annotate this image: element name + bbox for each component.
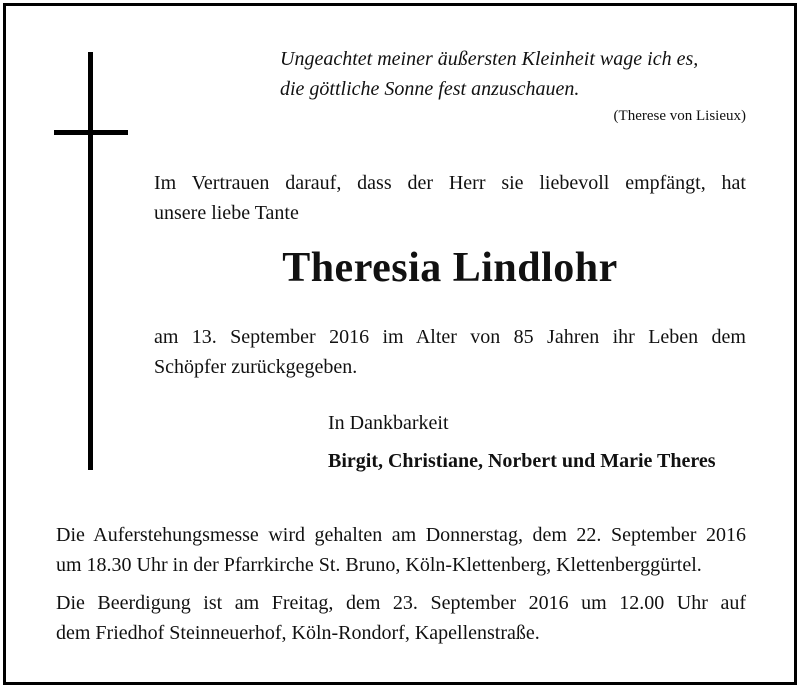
death-text-line: Schöpfer zurückgegeben.	[154, 356, 358, 378]
family-names: Birgit, Christiane, Norbert und Marie Theres	[328, 450, 716, 472]
deceased-name: Theresia Lindlohr	[282, 245, 618, 291]
cross-icon-vertical-bar	[88, 52, 93, 470]
service-info	[56, 520, 746, 580]
service-line: Die Auferstehungsmesse wird gehalten am Donnerstag, dem 22. September 2016	[56, 524, 746, 546]
quote-line: Ungeachtet meiner äußersten Kleinheit wage ich es,	[280, 48, 699, 70]
burial-line: dem Friedhof Steinneuerhof, Köln-Rondorf, Kapellenstraße.	[56, 622, 540, 644]
death-text	[154, 322, 746, 382]
intro-line: unsere liebe Tante	[154, 202, 299, 224]
quote	[280, 44, 744, 104]
intro-text	[154, 168, 746, 228]
intro-line: Im Vertrauen darauf, dass der Herr sie liebevoll empfängt, hat	[154, 172, 746, 194]
quote-source: (Therese von Lisieux)	[613, 108, 746, 124]
burial-line: Die Beerdigung ist am Freitag, dem 23. September 2016 um 12.00 Uhr auf	[56, 592, 746, 614]
quote-line: die göttliche Sonne fest anzuschauen.	[280, 78, 580, 100]
thanks-text: In Dankbarkeit	[328, 412, 449, 434]
death-text-line: am 13. September 2016 im Alter von 85 Jahren ihr Leben dem	[154, 326, 746, 348]
burial-info	[56, 588, 746, 648]
cross-icon-horizontal-bar	[54, 130, 128, 135]
service-line: um 18.30 Uhr in der Pfarrkirche St. Bruno, Köln-Klettenberg, Klettenberggürtel.	[56, 554, 702, 576]
